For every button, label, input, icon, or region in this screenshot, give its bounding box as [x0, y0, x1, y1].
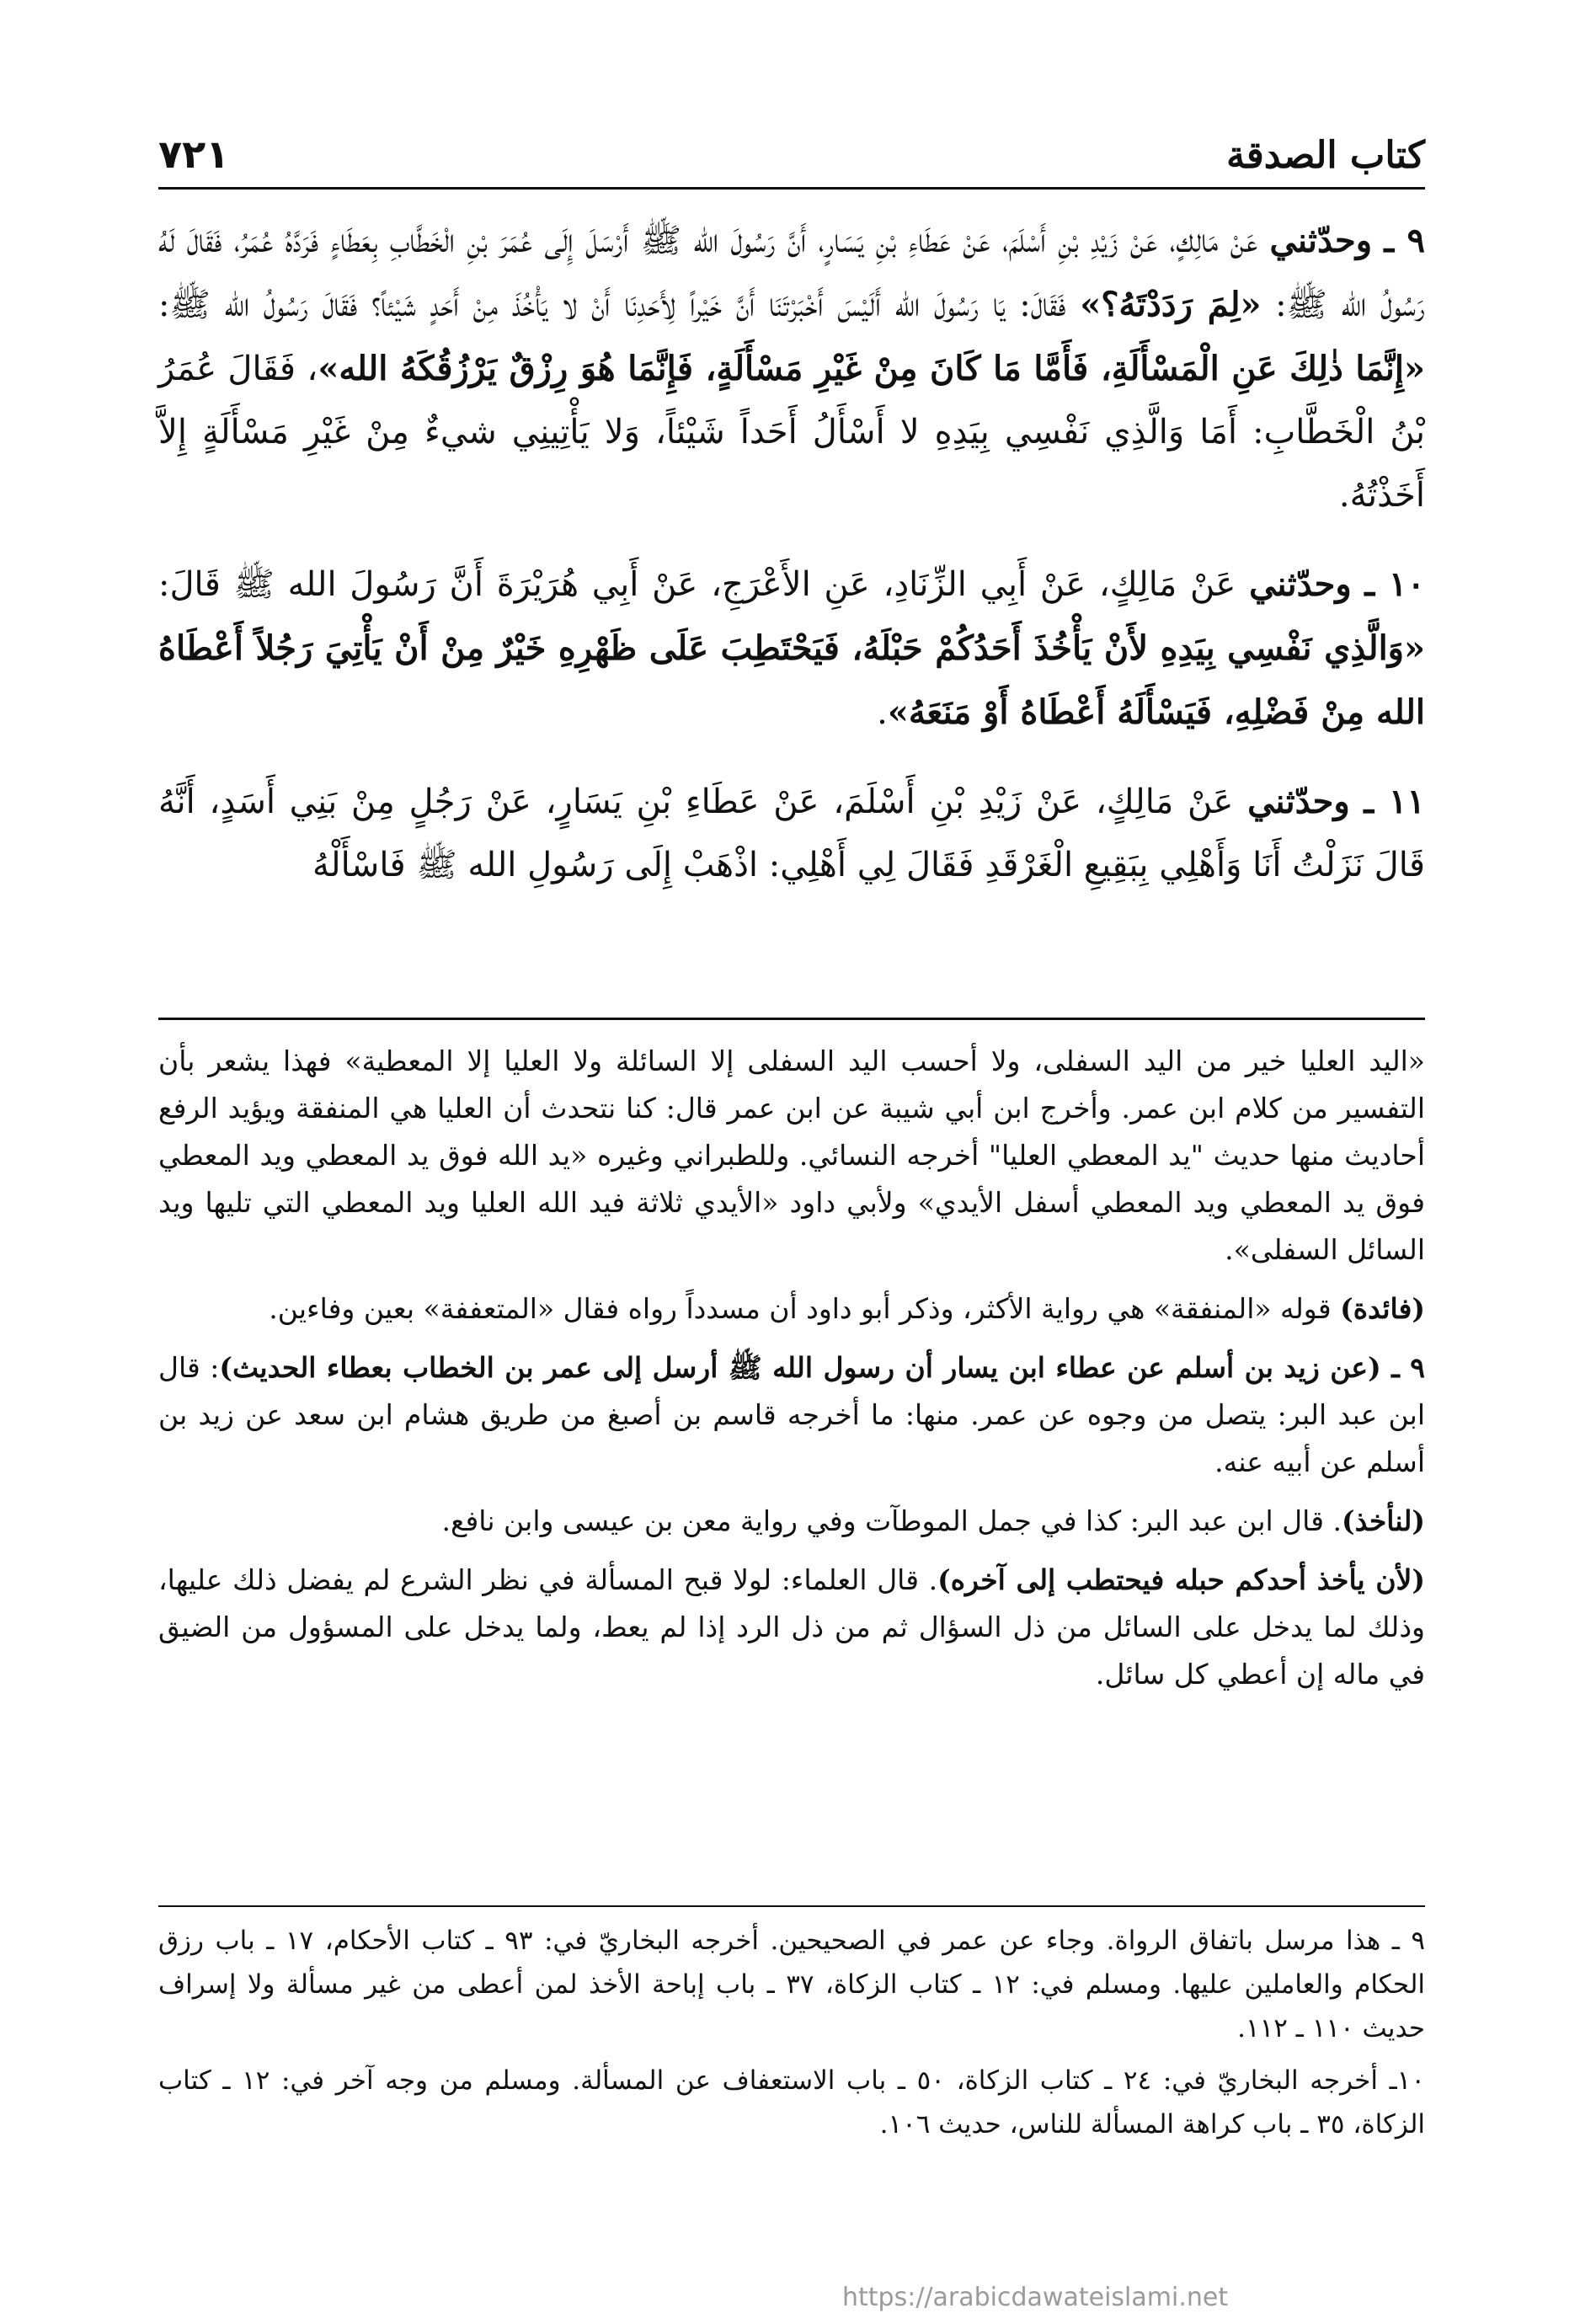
hadith-lead: وحدّثني — [1249, 564, 1352, 604]
main-text — [158, 209, 1425, 922]
commentary-paragraph — [158, 1285, 1425, 1333]
commentary-paragraph — [158, 1557, 1425, 1698]
commentary-paragraph — [158, 1038, 1425, 1274]
hadith-text: عَنْ مَالِكٍ، عَنْ زَيْدِ بْنِ أَسْلَمَ، عَنْ عَطَاءِ بْنِ يَسَارٍ، أَنَّ رَسُولَ الله ﷺ أَرْسَلَ إِلَى عُمَرَ بْنِ الْخَطَّابِ بِعَطَاءٍ فَرَدَّهُ عُمَرُ، فَقَالَ لَهُ رَسُولُ الله ﷺ: — [158, 222, 1426, 324]
commentary-label: (لأن يأخذ أحدكم حبله فيحتطب إلى آخره) — [937, 1563, 1425, 1596]
header-divider — [158, 187, 1425, 190]
hadith-lead: وحدّثني — [1269, 221, 1373, 260]
hadith-number: ٩ ـ — [1384, 221, 1425, 260]
commentary-text: قوله «المنفقة» هي رواية الأكثر، وذكر أبو داود أن مسدداً رواه فقال «المتعففة» بعين وفاءين. — [269, 1292, 1332, 1325]
commentary-divider — [158, 1018, 1425, 1020]
prophetic-quote: «لِمَ رَدَدْتَهُ؟» — [1080, 285, 1262, 324]
commentary-text: «اليد العليا خير من اليد السفلى، ولا أحسب اليد السفلى إلا السائلة ولا العليا إلا المعطية» فهذا يشعر بأن التفسير من كلام ابن عمر. وأخرج ابن أبي شيبة عن ابن عمر قال: كنا نتحدث أن العليا هي المنفقة ويؤيد الرفع أحاديث منها حديث "يد المعطي العليا" أخرجه النسائي. وللطبراني وغيره «يد الله فوق يد المعطي ويد المعطي فوق يد المعطي ويد المعطي أسفل الأيدي» ولأبي داود «الأيدي ثلاثة فيد الله العليا ويد المعطي التي تليها ويد السائل السفلى». — [158, 1044, 1425, 1266]
prophetic-quote: «إِنَّمَا ذٰلِكَ عَنِ الْمَسْأَلَةِ، فَأَمَّا مَا كَانَ مِنْ غَيْرِ مَسْأَلَةٍ، فَإِنَّمَا هُوَ رِزْقٌ يَرْزُقُكَهُ الله» — [318, 349, 1425, 388]
footnote-10: ١٠ـ أخرجه البخاريّ في: ٢٤ ـ كتاب الزكاة، ٥٠ ـ باب الاستعفاف عن المسألة. ومسلم من وجه آخر في: ١٢ ـ كتاب الزكاة، ٣٥ ـ باب كراهة المسألة للناس، حديث ١٠٦. — [158, 2065, 1425, 2140]
hadith-number: ١١ ـ — [1364, 782, 1425, 821]
commentary-text: . قال ابن عبد البر: كذا في جمل الموطآت وفي رواية معن بن عيسى وابن نافع. — [441, 1504, 1342, 1537]
page-header — [158, 126, 1425, 177]
commentary — [158, 1038, 1425, 1710]
hadith-text: . — [877, 693, 888, 732]
prophetic-quote: «وَالَّذِي نَفْسِي بِيَدِهِ لأَنْ يَأْخُذَ أَحَدُكُمْ حَبْلَهُ، فَيَحْتَطِبَ عَلَى ظَهْرِهِ خَيْرٌ مِنْ أَنْ يَأْتِيَ رَجُلاً أَعْطَاهُ الله مِنْ فَضْلِهِ، فَيَسْأَلَهُ أَعْطَاهُ أَوْ مَنَعَهُ» — [158, 628, 1425, 732]
hadith-11 — [158, 770, 1425, 897]
hadith-10 — [158, 553, 1425, 745]
footnotes — [158, 1919, 1425, 2155]
commentary-text: . قال العلماء: لولا قبح المسألة في نظر الشرع لم يفضل ذلك عليها، وذلك لما يدخل على السائل من ذل السؤال ثم من ذل الرد إذا لم يعط، ولما يدخل على المسؤول من الضيق في ماله إن أعطي كل سائل. — [158, 1563, 1425, 1691]
hadith-number: ١٠ ـ — [1364, 564, 1426, 604]
commentary-text: : قال ابن عبد البر: يتصل من وجوه عن عمر. منها: ما أخرجه قاسم بن أصبغ من طريق هشام ابن سعد عن زيد بن أسلم عن أبيه عنه. — [158, 1351, 1425, 1478]
hadith-text: ، فَقَالَ عُمَرُ بْنُ الْخَطَّابِ: أَمَا وَالَّذِي نَفْسِي بِيَدِهِ لا أَسْأَلُ أَحَداً شَيْئاً، وَلا يَأْتِينِي شيءٌ مِنْ غَيْرِ مَسْأَلَةٍ إِلاَّ أَخَذْتُهُ. — [158, 350, 1425, 515]
hadith-9 — [158, 209, 1425, 527]
footnote-9: ٩ ـ هذا مرسل باتفاق الرواة. وجاء عن عمر في الصحيحين. أخرجه البخاريّ في: ٩٣ ـ كتاب الأحكام، ١٧ ـ باب رزق الحكام والعاملين عليها. ومسلم في: ١٢ ـ كتاب الزكاة، ٣٧ ـ باب إباحة الأخذ لمن أعطى من غير مسألة ولا إسراف حديث ١١٠ ـ ١١٢. — [158, 1926, 1426, 2044]
hadith-text: عَنْ مَالِكٍ، عَنْ أَبِي الزِّنَادِ، عَنِ الأَعْرَجِ، عَنْ أَبِي هُرَيْرَةَ أَنَّ رَسُولَ الله ﷺ قَالَ: — [158, 565, 1236, 604]
footnote-divider — [158, 1905, 1425, 1907]
commentary-paragraph — [158, 1498, 1425, 1545]
page-number: ٧٢١ — [158, 131, 230, 177]
hadith-lead: وحدّثني — [1247, 782, 1350, 821]
book-title: كتاب الصدقة — [1226, 134, 1425, 177]
commentary-paragraph — [158, 1344, 1425, 1486]
commentary-label: (لنأخذ) — [1341, 1504, 1425, 1537]
hadith-text: فَقَالَ: يَا رَسُولَ الله أَلَيْسَ أَخْبَرْتَنَا أَنَّ خَيْراً لِأَحَدِنَا أَنْ لا يَأْخُذَ مِنْ أَحَدٍ شَيْئاً؟ فَقَالَ رَسُولُ الله ﷺ: — [158, 286, 1066, 324]
commentary-label: ٩ ـ (عن زيد بن أسلم عن عطاء ابن يسار أن رسول الله ﷺ أرسل إلى عمر بن الخطاب بعطاء الحديث) — [219, 1351, 1425, 1384]
commentary-label: (فائدة) — [1340, 1292, 1425, 1325]
hadith-text: عَنْ مَالِكٍ، عَنْ زَيْدِ بْنِ أَسْلَمَ، عَنْ عَطَاءِ بْنِ يَسَارٍ، عَنْ رَجُلٍ مِنْ بَنِي أَسَدٍ، أَنَّهُ قَالَ نَزَلْتُ أَنَا وَأَهْلِي بِبَقِيعِ الْغَرْقَدِ فَقَالَ لِي أَهْلِي: اذْهَبْ إِلَى رَسُولِ الله ﷺ فَاسْأَلْهُ — [158, 783, 1425, 884]
watermark-url: https://arabicdawateislami.net — [842, 2283, 1229, 2312]
